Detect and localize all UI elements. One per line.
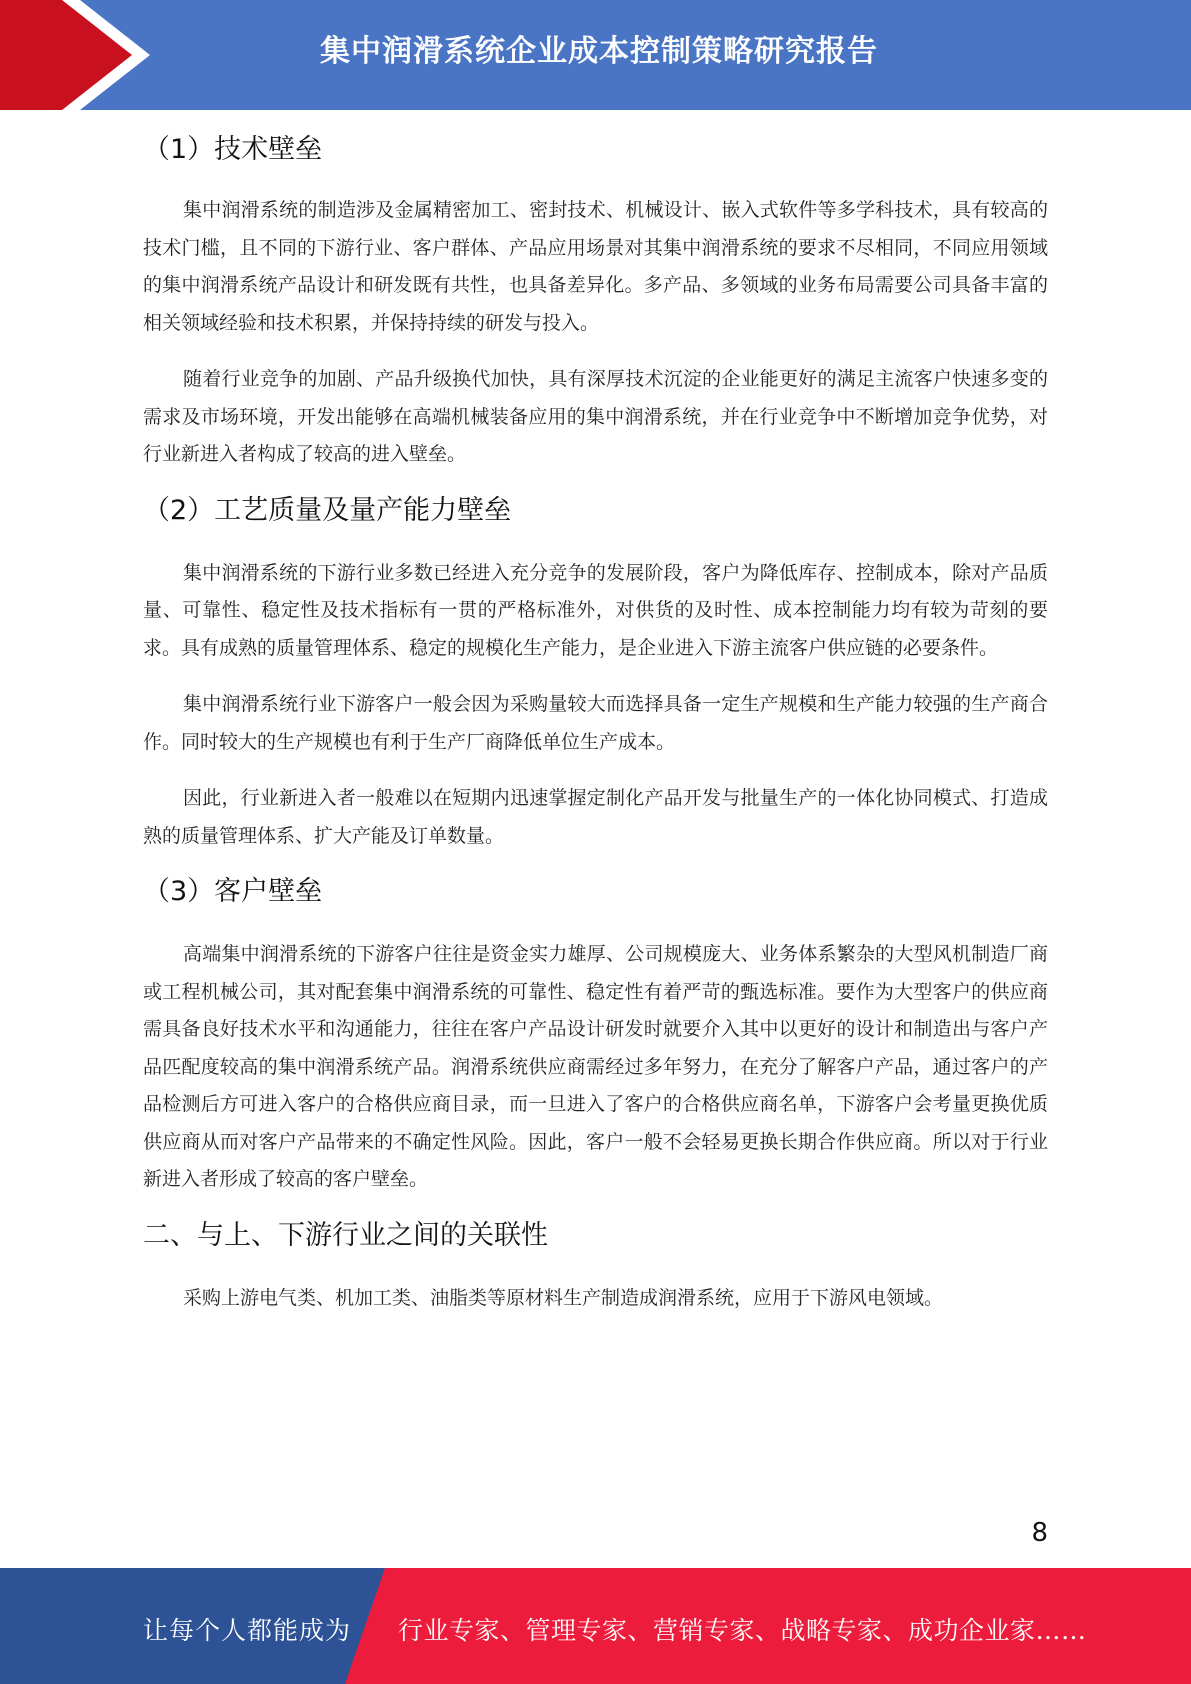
document-body <box>143 128 1048 1317</box>
footer-slogan-right: 行业专家、管理专家、营销专家、战略专家、成功企业家…… <box>398 1616 1087 1645</box>
report-title: 集中润滑系统企业成本控制策略研究报告 <box>320 34 878 69</box>
paragraph: 集中润滑系统的下游行业多数已经进入充分竞争的发展阶段，客户为降低库存、控制成本，除对产品质量、可靠性、稳定性及技术指标有一贯的严格标准外，对供货的及时性、成本控制能力均有较为苛刻的要求。具有成熟的质量管理体系、稳定的规模化生产能力，是企业进入下游主流客户供应链的必要条件。 <box>143 561 1048 659</box>
section-heading-process-quality-barrier: （2）工艺质量及量产能力壁垒 <box>143 494 512 526</box>
paragraph: 采购上游电气类、机加工类、油脂类等原材料生产制造成润滑系统，应用于下游风电领域。 <box>183 1286 944 1309</box>
page-header <box>0 0 1191 110</box>
paragraph: 因此，行业新进入者一般难以在短期内迅速掌握定制化产品开发与批量生产的一体化协同模式、打造成熟的质量管理体系、扩大产能及订单数量。 <box>143 787 1048 847</box>
section-heading-technical-barrier: （1）技术壁垒 <box>143 134 323 165</box>
page-number: 8 <box>1031 1518 1048 1548</box>
footer-slogan-left: 让每个人都能成为 <box>143 1616 352 1645</box>
paragraph: 随着行业竞争的加剧、产品升级换代加快，具有深厚技术沉淀的企业能更好的满足主流客户快速多变的需求及市场环境，开发出能够在高端机械装备应用的集中润滑系统，并在行业竞争中不断增加竞争优势，对行业新进入者构成了较高的进入壁垒。 <box>143 368 1048 465</box>
paragraph: 集中润滑系统行业下游客户一般会因为采购量较大而选择具备一定生产规模和生产能力较强的生产商合作。同时较大的生产规模也有利于生产厂商降低单位生产成本。 <box>143 693 1048 753</box>
page-footer <box>0 1568 1191 1684</box>
section-heading-customer-barrier: （3）客户壁垒 <box>143 876 323 907</box>
paragraph: 集中润滑系统的制造涉及金属精密加工、密封技术、机械设计、嵌入式软件等多学科技术，具有较高的技术门槛，且不同的下游行业、客户群体、产品应用场景对其集中润滑系统的要求不尽相同，不同应用领域的集中润滑系统产品设计和研发既有共性，也具备差异化。多产品、多领域的业务布局需要公司具备丰富的相关领域经验和技术积累，并保持持续的研发与投入。 <box>143 199 1048 334</box>
section-heading-industry-correlation: 二、与上、下游行业之间的关联性 <box>143 1219 548 1251</box>
chevron-arrow-icon <box>0 0 160 110</box>
paragraph: 高端集中润滑系统的下游客户往往是资金实力雄厚、公司规模庞大、业务体系繁杂的大型风机制造厂商或工程机械公司，其对配套集中润滑系统的可靠性、稳定性有着严苛的甄选标准。要作为大型客户的供应商需具备良好技术水平和沟通能力，往往在客户产品设计研发时就要介入其中以更好的设计和制造出与客户产品匹配度较高的集中润滑系统产品。润滑系统供应商需经过多年努力，在充分了解客户产品，通过客户的产品检测后方可进入客户的合格供应商目录，而一旦进入了客户的合格供应商名单，下游客户会考量更换优质供应商从而对客户产品带来的不确定性风险。因此，客户一般不会轻易更换长期合作供应商。所以对于行业新进入者形成了较高的客户壁垒。 <box>143 943 1048 1190</box>
